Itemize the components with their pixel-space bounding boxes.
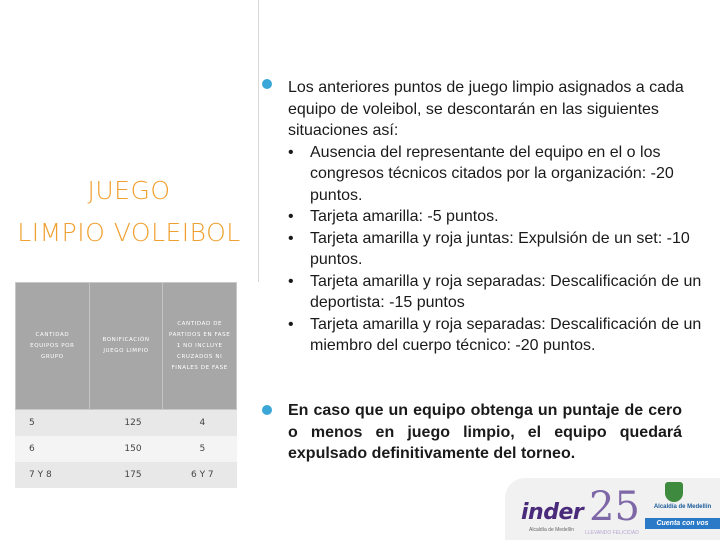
table-cell: 5 bbox=[29, 418, 35, 428]
inder-logo-subtitle: Alcaldía de Medellín bbox=[529, 527, 575, 533]
city-seal-icon bbox=[665, 482, 683, 502]
table-cell: 5 bbox=[199, 444, 206, 454]
deductions-list bbox=[288, 142, 708, 357]
header-phase-matches: CANTIDAD DE PARTIDOS EN FASE 1 NO INCLUYE CRUZADOS NI FINALES DE FASE bbox=[169, 320, 231, 371]
table-cell: 7 Y 8 bbox=[29, 470, 52, 480]
divider-line bbox=[258, 0, 259, 282]
table-cell: 175 bbox=[124, 470, 142, 480]
header-fair-play-bonus: BONIFICACIÓN JUEGO LIMPIO bbox=[90, 283, 164, 409]
anniversary-tagline: LLEVANDO FELICIDAD bbox=[585, 530, 639, 536]
slide-title-line2: LIMPIO VOLEIBOL bbox=[17, 218, 241, 247]
deductions-paragraph bbox=[288, 77, 708, 357]
bullet-dot-icon bbox=[262, 405, 272, 415]
cuenta-con-vos-banner: Cuenta con vos bbox=[645, 518, 720, 529]
list-item: • Tarjeta amarilla: -5 puntos. bbox=[288, 206, 708, 228]
header-teams-per-group: CANTIDAD EQUIPOS POR GRUPO bbox=[16, 283, 90, 409]
table-header bbox=[15, 282, 237, 410]
list-item: • Tarjeta amarilla y roja juntas: Expulsión de un set: -10 puntos. bbox=[288, 228, 708, 271]
fair-play-table bbox=[15, 282, 237, 488]
anniversary-logo: 25 bbox=[589, 484, 640, 530]
deductions-intro: Los anteriores puntos de juego limpio asignados a cada equipo de voleibol, se descontarán en las siguientes situaciones así: bbox=[288, 79, 684, 139]
alcaldia-label: Alcaldía de Medellín bbox=[653, 504, 712, 510]
list-item: • Tarjeta amarilla y roja separadas: Descalificación de un deportista: -15 puntos bbox=[288, 271, 708, 314]
inder-logo: inder bbox=[521, 500, 584, 525]
bullet-dot-icon bbox=[262, 79, 272, 89]
table-cell: 6 Y 7 bbox=[190, 470, 214, 480]
table-row bbox=[15, 436, 237, 462]
expulsion-note: En caso que un equipo obtenga un puntaje de cero o menos en juego limpio, el equipo quedará expulsado definitivamente del torneo. bbox=[288, 402, 682, 462]
table-cell: 6 bbox=[29, 444, 35, 454]
table-row bbox=[15, 410, 237, 436]
sponsor-logos bbox=[505, 478, 720, 540]
table-cell: 125 bbox=[124, 418, 142, 428]
list-item: • Ausencia del representante del equipo en el o los congresos técnicos citados por la organización: -20 puntos. bbox=[288, 142, 708, 207]
table-cell: 150 bbox=[124, 444, 142, 454]
list-item: • Tarjeta amarilla y roja separadas: Descalificación de un miembro del cuerpo técnico: -20 puntos. bbox=[288, 314, 708, 357]
table-row bbox=[15, 462, 237, 488]
slide-title-line1: JUEGO bbox=[87, 176, 171, 205]
table-cell: 4 bbox=[199, 418, 206, 428]
